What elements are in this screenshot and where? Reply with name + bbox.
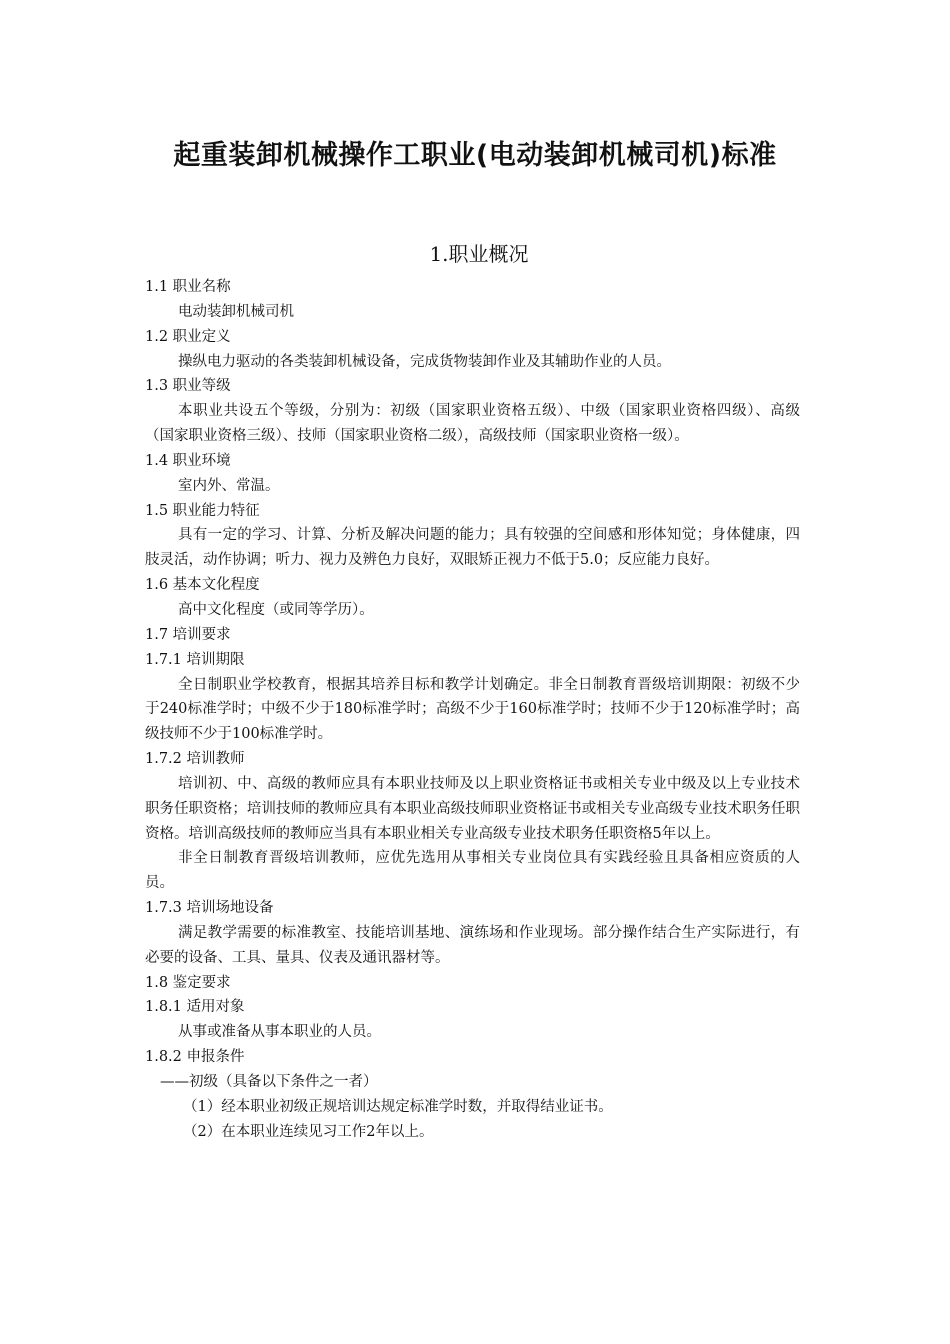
- document-body: [145, 275, 800, 1145]
- body-paragraph: 室内外、常温。: [178, 477, 280, 494]
- section-heading: 1.7.3 培训场地设备: [145, 900, 274, 917]
- body-paragraph: 全日制职业学校教育，根据其培养目标和教学计划确定。非全日制教育晋级培训期限：初级不少于240标准学时；中级不少于180标准学时；高级不少于160标准学时；技师不少于120标准学时；高级技师不少于100标准学时。: [145, 676, 800, 743]
- body-paragraph: 非全日制教育晋级培训教师，应优先选用从事相关专业岗位具有实践经验且具备相应资质的人员。: [145, 850, 800, 892]
- section-heading: 1.5 职业能力特征: [145, 502, 260, 519]
- section-heading: 1.7.2 培训教师: [145, 751, 245, 768]
- body-paragraph: 高中文化程度（或同等学历）。: [178, 601, 374, 618]
- section-heading: 1.7 培训要求: [145, 626, 231, 643]
- body-paragraph: 操纵电力驱动的各类装卸机械设备，完成货物装卸作业及其辅助作业的人员。: [178, 353, 671, 370]
- section-heading: 1.8 鉴定要求: [145, 974, 231, 991]
- body-paragraph: 满足教学需要的标准教室、技能培训基地、演练场和作业现场。部分操作结合生产实际进行，有必要的设备、工具、量具、仪表及通讯器材等。: [145, 924, 800, 966]
- list-item: （2）在本职业连续见习工作2年以上。: [183, 1123, 434, 1140]
- body-paragraph: 电动装卸机械司机: [178, 303, 294, 320]
- list-heading: ——初级（具备以下条件之一者）: [160, 1074, 378, 1090]
- section-heading: 1.8.1 适用对象: [145, 999, 245, 1016]
- section-heading: 1.6 基本文化程度: [145, 577, 260, 594]
- section-heading: 1.2 职业定义: [145, 328, 231, 345]
- body-paragraph: 本职业共设五个等级，分别为：初级（国家职业资格五级）、中级（国家职业资格四级）、高级（国家职业资格三级）、技师（国家职业资格二级），高级技师（国家职业资格一级）。: [145, 403, 800, 445]
- body-paragraph: 培训初、中、高级的教师应具有本职业技师及以上职业资格证书或相关专业中级及以上专业技术职务任职资格；培训技师的教师应具有本职业高级技师职业资格证书或相关专业高级专业技术职务任职资格。培训高级技师的教师应当具有本职业相关专业高级专业技术职务任职资格5年以上。: [145, 775, 800, 842]
- section-heading: 1.3 职业等级: [145, 378, 231, 395]
- document-title: 起重装卸机械操作工职业(电动装卸机械司机)标准: [173, 140, 777, 171]
- section-heading: 1.7.1 培训期限: [145, 651, 245, 668]
- section-heading: 1.4 职业环境: [145, 452, 231, 469]
- body-paragraph: 具有一定的学习、计算、分析及解决问题的能力；具有较强的空间感和形体知觉；身体健康，四肢灵活，动作协调；听力、视力及辨色力良好，双眼矫正视力不低于5.0；反应能力良好。: [145, 527, 800, 569]
- list-item: （1）经本职业初级正规培训达规定标准学时数，并取得结业证书。: [183, 1098, 613, 1115]
- body-paragraph: 从事或准备从事本职业的人员。: [178, 1024, 381, 1041]
- section-heading: 1.8.2 申报条件: [145, 1049, 245, 1066]
- section-title: 1.职业概况: [429, 242, 529, 266]
- section-heading: 1.1 职业名称: [145, 279, 231, 295]
